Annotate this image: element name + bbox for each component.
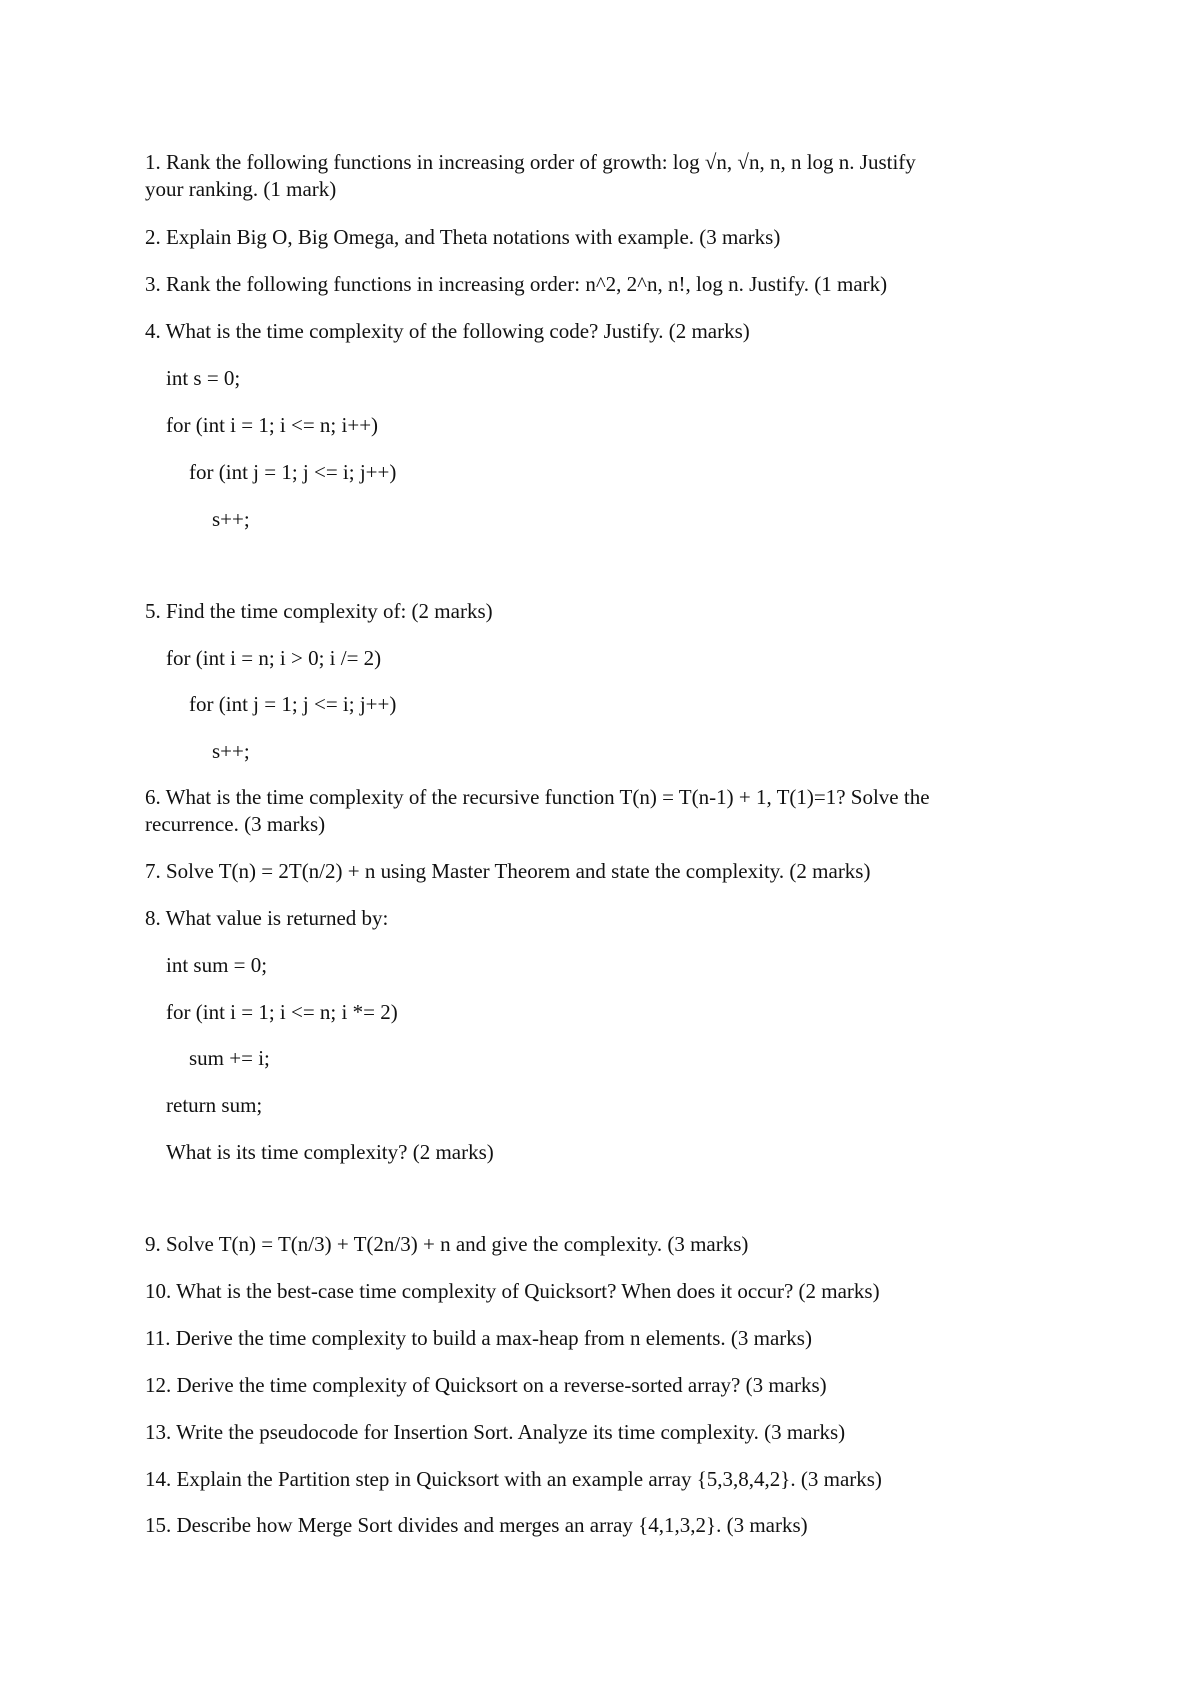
question-4-code-line-3: for (int j = 1; j <= i; j++): [189, 460, 397, 484]
question-5: 5. Find the time complexity of: (2 marks): [145, 599, 493, 623]
question-9: 9. Solve T(n) = T(n/3) + T(2n/3) + n and give the complexity. (3 marks): [145, 1232, 749, 1256]
question-5-code-line-3: s++;: [212, 739, 250, 763]
question-5-code-line-1: for (int i = n; i > 0; i /= 2): [166, 646, 382, 670]
question-4-code-line-1: int s = 0;: [166, 366, 241, 390]
question-2: 2. Explain Big O, Big Omega, and Theta notations with example. (3 marks): [145, 225, 781, 249]
question-13: 13. Write the pseudocode for Insertion Sort. Analyze its time complexity. (3 marks): [145, 1420, 846, 1444]
question-8-code-line-4: return sum;: [166, 1093, 263, 1117]
question-15: 15. Describe how Merge Sort divides and merges an array {4,1,3,2}. (3 marks): [145, 1513, 808, 1537]
question-8-code-line-3: sum += i;: [189, 1046, 270, 1070]
question-3: 3. Rank the following functions in increasing order: n^2, 2^n, n!, log n. Justify. (1 mark): [145, 272, 888, 296]
question-8: 8. What value is returned by:: [145, 906, 389, 930]
question-4-code-line-4: s++;: [212, 507, 250, 531]
question-6-line-1: 6. What is the time complexity of the recursive function T(n) = T(n-1) + 1, T(1)=1? Solve the: [145, 785, 930, 809]
question-8-code-line-2: for (int i = 1; i <= n; i *= 2): [166, 1000, 398, 1024]
question-12: 12. Derive the time complexity of Quicksort on a reverse-sorted array? (3 marks): [145, 1373, 827, 1397]
question-1-line-1: 1. Rank the following functions in increasing order of growth: log √n, √n, n, n log n. Justify: [145, 150, 916, 174]
question-4-code-line-2: for (int i = 1; i <= n; i++): [166, 413, 379, 437]
question-10: 10. What is the best-case time complexity of Quicksort? When does it occur? (2 marks): [145, 1279, 880, 1303]
question-7: 7. Solve T(n) = 2T(n/2) + n using Master Theorem and state the complexity. (2 marks): [145, 859, 871, 883]
question-14: 14. Explain the Partition step in Quicksort with an example array {5,3,8,4,2}. (3 marks): [145, 1467, 882, 1491]
question-8-code-line-1: int sum = 0;: [166, 953, 268, 977]
question-5-code-line-2: for (int j = 1; j <= i; j++): [189, 692, 397, 716]
question-8-followup: What is its time complexity? (2 marks): [166, 1140, 494, 1164]
question-4: 4. What is the time complexity of the following code? Justify. (2 marks): [145, 319, 750, 343]
question-1-line-2: your ranking. (1 mark): [145, 177, 337, 201]
question-11: 11. Derive the time complexity to build a max-heap from n elements. (3 marks): [145, 1326, 812, 1350]
question-6-line-2: recurrence. (3 marks): [145, 812, 326, 836]
